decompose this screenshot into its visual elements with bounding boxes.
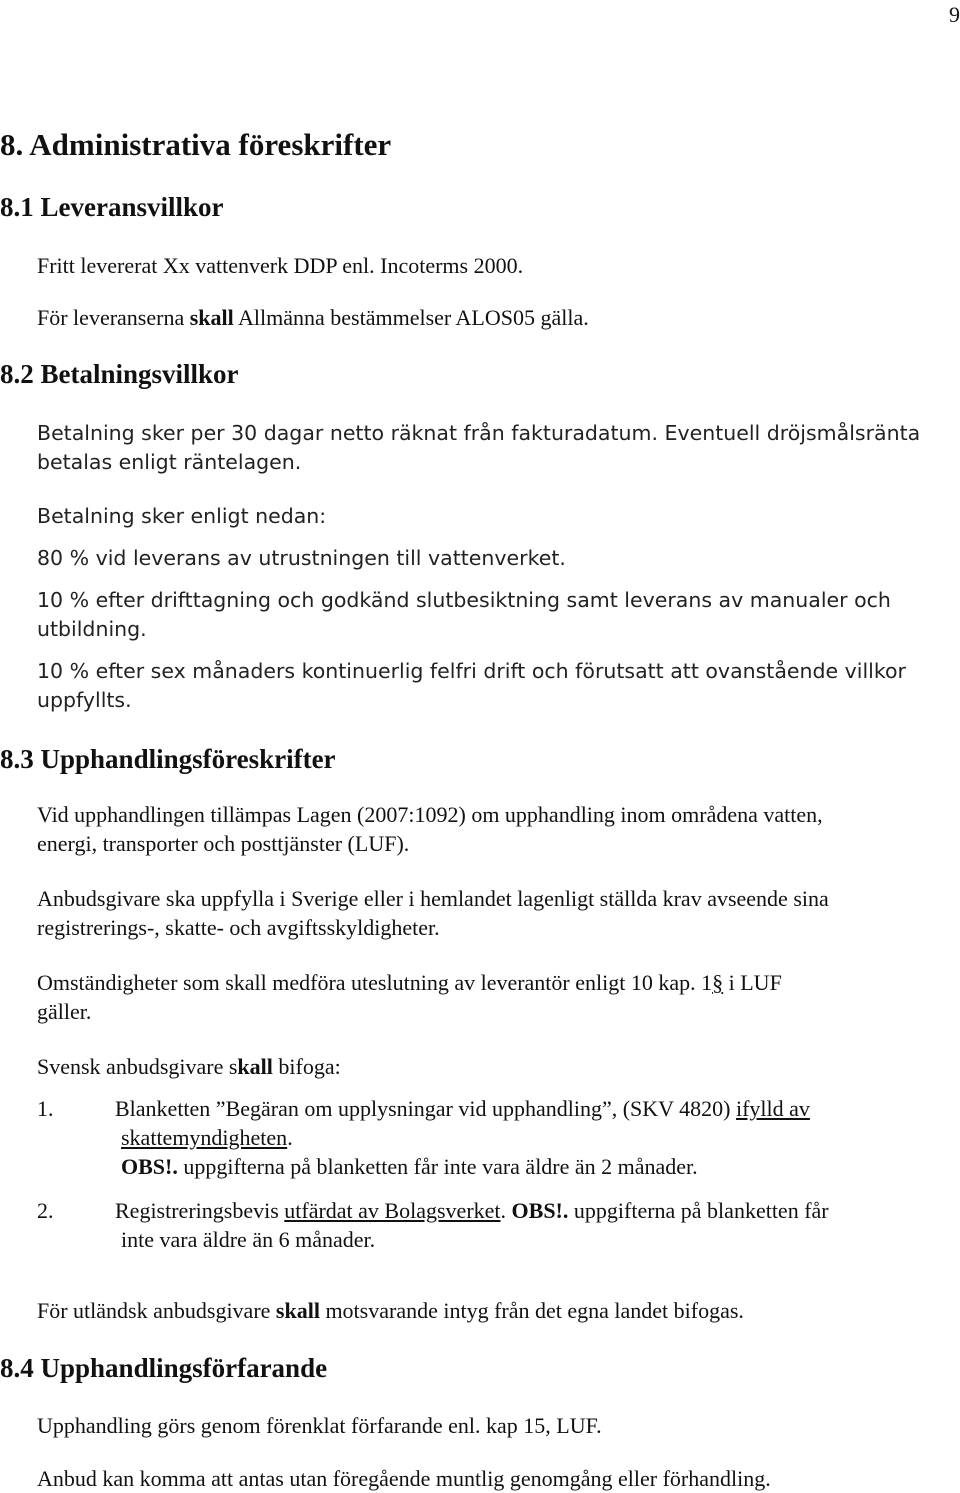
list-number: 2.	[37, 1198, 54, 1223]
list-item: 1. Blanketten ”Begäran om upplysningar vid upphandling”, (SKV 4820) ifylld av skattemyndigheten. OBS!. uppgifterna på blanketten får inte vara äldre än 2 månader.	[37, 1096, 810, 1179]
payment-schedule-intro: Betalning sker enligt nedan:	[37, 504, 327, 528]
general-conditions-text: För leveranserna skall Allmänna bestämmelser ALOS05 gälla.	[37, 305, 589, 330]
luf-law-text: Vid upphandlingen tillämpas Lagen (2007:1092) om upphandling inom områdena vatten, energi, transporter och posttjänster (LUF).	[37, 802, 823, 856]
section-8-2-heading: 8.2 Betalningsvillkor	[0, 359, 239, 389]
section-8-4-heading: 8.4 Upphandlingsförfarande	[0, 1353, 328, 1383]
tax-obligations-text: Anbudsgivare ska uppfylla i Sverige eller i hemlandet lagenligt ställda krav avseende sina registrerings-, skatte- och avgiftsskyldigheter.	[37, 886, 829, 940]
list-item: 2. Registreringsbevis utfärdat av Bolagsverket. OBS!. uppgifterna på blanketten får inte vara äldre än 6 månader.	[37, 1198, 829, 1252]
exclusion-text: Omständigheter som skall medföra uteslutning av leverantör enligt 10 kap. 1§ i LUF gäller.	[37, 970, 782, 1024]
delivery-terms-text: Fritt levererat Xx vattenverk DDP enl. Incoterms 2000.	[37, 253, 524, 278]
bolagsverket-link-text: utfärdat av Bolagsverket	[284, 1198, 501, 1223]
foreign-bidder-text: För utländsk anbudsgivare skall motsvarande intyg från det egna landet bifogas.	[37, 1298, 744, 1323]
page-number: 9	[949, 2, 960, 27]
skv-link-text: ifylld av	[735, 1096, 810, 1121]
payment-10-percent-commissioning: 10 % efter drifttagning och godkänd slutbesiktning samt leverans av manualer och utbildning.	[37, 588, 891, 641]
payment-10-percent-operation: 10 % efter sex månaders kontinuerlig felfri drift och förutsatt att ovanstående villkor uppfyllts.	[37, 659, 906, 712]
section-8-3-heading: 8.3 Upphandlingsföreskrifter	[0, 744, 336, 774]
list-number: 1.	[37, 1096, 54, 1121]
swedish-bidder-attach-text: Svensk anbudsgivare skall bifoga:	[37, 1054, 341, 1079]
payment-80-percent: 80 % vid leverans av utrustningen till vattenverket.	[37, 546, 566, 570]
section-8-heading: 8. Administrativa föreskrifter	[0, 127, 392, 162]
procurement-procedure-text: Upphandling görs genom förenklat förfarande enl. kap 15, LUF.	[37, 1413, 602, 1438]
award-without-negotiation-text: Anbud kan komma att antas utan föregående muntlig genomgång eller förhandling.	[37, 1466, 771, 1491]
payment-terms-text: Betalning sker per 30 dagar netto räknat från fakturadatum. Eventuell dröjsmålsränta betalas enligt räntelagen.	[37, 421, 921, 474]
section-8-1-heading: 8.1 Leveransvillkor	[0, 192, 224, 222]
